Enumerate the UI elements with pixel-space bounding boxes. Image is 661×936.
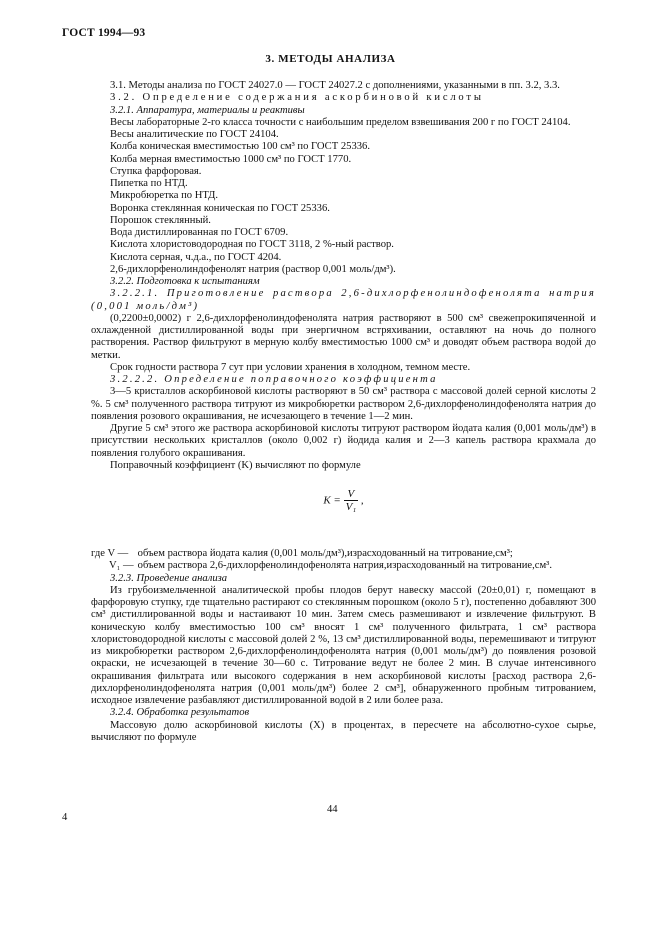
formula-lhs: K = [323, 494, 341, 507]
heading-3-2-1: 3.2.1. Аппаратура, материалы и реактивы [110, 104, 305, 116]
page-number: 44 [327, 804, 338, 815]
item-scales-analytic: Весы аналитические по ГОСТ 24104. [110, 129, 279, 140]
formula-fraction [344, 488, 359, 514]
sheet-number: 4 [62, 812, 68, 823]
item-funnel: Воронка стеклянная коническая по ГОСТ 25336. [110, 202, 330, 214]
paragraph-3-1: 3.1. Методы анализа по ГОСТ 24027.0 — ГОСТ 24027.2 с дополнениями, указанными в пп. 3.2, 3.3. [110, 80, 560, 91]
heading-3-2-2-2: 3.2.2.2. Определение поправочного коэффициента [110, 374, 438, 385]
item-sulfuric-acid: Кислота серная, ч.д.а., по ГОСТ 4204. [110, 251, 282, 263]
where-v-label: где V — [91, 548, 129, 559]
heading-3-2: 3.2. Определение содержания аскорбиновой кислоты [110, 92, 484, 104]
standard-header: ГОСТ 1994—93 [62, 27, 146, 39]
paragraph-solution-prep: (0,2200±0,0002) г 2,6-дихлорфенолиндофенолята натрия растворяют в 500 см³ свежепрокипяченной и охлажденной дистиллированной воды при энергичном встряхивании, оставляют на ночь до полного растворения. Раствор фильтруют в мерную колбу вместимостью 1000 см³ и доводят объем раствора водой до метки. [91, 312, 596, 361]
item-scales-lab: Весы лабораторные 2-го класса точности с наибольшим пределом взвешивания 200 г по ГОСТ 24104. [110, 116, 571, 128]
item-flask-conical: Колба коническая вместимостью 100 см³ по ГОСТ 25336. [110, 141, 370, 153]
item-hcl: Кислота хлористоводородная по ГОСТ 3118, 2 %-ный раствор. [110, 239, 394, 251]
formula-numerator: V [344, 488, 359, 501]
where-v1 [91, 560, 596, 572]
item-glass-powder: Порошок стеклянный. [110, 214, 211, 226]
item-flask-volumetric: Колба мерная вместимостью 1000 см³ по ГОСТ 1770. [110, 153, 352, 165]
item-pipette: Пипетка по НТД. [110, 178, 188, 189]
heading-3-2-4: 3.2.4. Обработка результатов [110, 707, 250, 719]
item-distilled-water: Вода дистиллированная по ГОСТ 6709. [110, 227, 289, 238]
paragraph-results: Массовую долю аскорбиновой кислоты (X) в процентах, в пересчете на абсолютно-сухое сырье, вычисляют по формуле [91, 719, 596, 743]
where-v1-text: объем раствора 2,6-дихлорфенолиндофенолята натрия,израсходованный на титрование,см³. [137, 560, 553, 572]
item-microburette: Микробюретка по НТД. [110, 190, 219, 202]
paragraph-coefficient-intro: Поправочный коэффициент (K) вычисляют по формуле [110, 459, 361, 471]
where-v [91, 548, 596, 560]
paragraph-shelf-life: Срок годности раствора 7 сут при условии хранения в холодном, темном месте. [110, 361, 471, 373]
where-v1-label: V₁ — [109, 560, 134, 572]
heading-3-2-2-1: 3.2.2.1. Приготовление раствора 2,6-дихлорфенолиндофенолята натрия (0,001 моль/дм³) [91, 288, 596, 312]
section-title: 3. МЕТОДЫ АНАЛИЗА [265, 53, 396, 65]
item-mortar: Ступка фарфоровая. [110, 165, 202, 177]
formula-correction-coefficient [91, 488, 596, 528]
paragraph-analysis: Из грубоизмельченной аналитической пробы плодов берут навеску массой (20±0,01) г, помещают в фарфоровую ступку, где тщательно растирают со стеклянным порошком (около 5 г), постепенно добавляют 300 см³ дистиллированной воды и настаивают 10 мин. Затем смесь размешивают и извлечение фильтруют. В коническую колбу вместимостью 100 см³ вносят 1 см³ полученного фильтрата, 1 см³ раствора хлористоводородной кислоты с массовой долей 2 %, 13 см³ дистиллированной воды, перемешивают и титруют из микробюретки раствором 2,6-дихлорфенолиндофенолята натрия (0,001 моль/дм³) до появления розовой окраски, не исчезающей в течение 30—60 с. Титрование ведут не более 2 мин. В случае интенсивного окрашивания фильтрата или высокого содержания в нем аскорбиновой кислоты [расход раствора 2,6-дихлорфенолиндофенолята натрия (0,001 моль/дм³) более 2 см³], обнаруженного пробным титрованием, исходное извлечение разбавляют дистиллированной водой в 2 или более раза. [91, 584, 596, 706]
formula-tail: , [360, 494, 364, 507]
formula-denominator: V₁ [345, 501, 357, 514]
where-v-text: объем раствора йодата калия (0,001 моль/дм³),израсходованный на титрование,см³; [137, 548, 513, 559]
heading-3-2-2: 3.2.2. Подготовка к испытаниям [110, 276, 260, 287]
paragraph-iodate-titration: Другие 5 см³ этого же раствора аскорбиновой кислоты титруют раствором йодата калия (0,001 моль/дм³) в присутствии нескольких кристаллов (около 0,002 г) йодида калия и 2—3 капель раствора крахмала до появления голубого окрашивания. [91, 423, 596, 459]
document-body [91, 80, 596, 744]
heading-3-2-3: 3.2.3. Проведение анализа [110, 572, 228, 584]
paragraph-crystals: 3—5 кристаллов аскорбиновой кислоты растворяют в 50 см³ раствора с массовой долей серной кислоты 2 %. 5 см³ полученного раствора титруют из микробюретки раствором 2,6-дихлорфенолиндофенолята натрия до появления розового окрашивания, не исчезающего в течение 1—2 мин. [91, 386, 596, 422]
item-dcpip: 2,6-дихлорфенолиндофенолят натрия (раствор 0,001 моль/дм³). [110, 263, 396, 275]
